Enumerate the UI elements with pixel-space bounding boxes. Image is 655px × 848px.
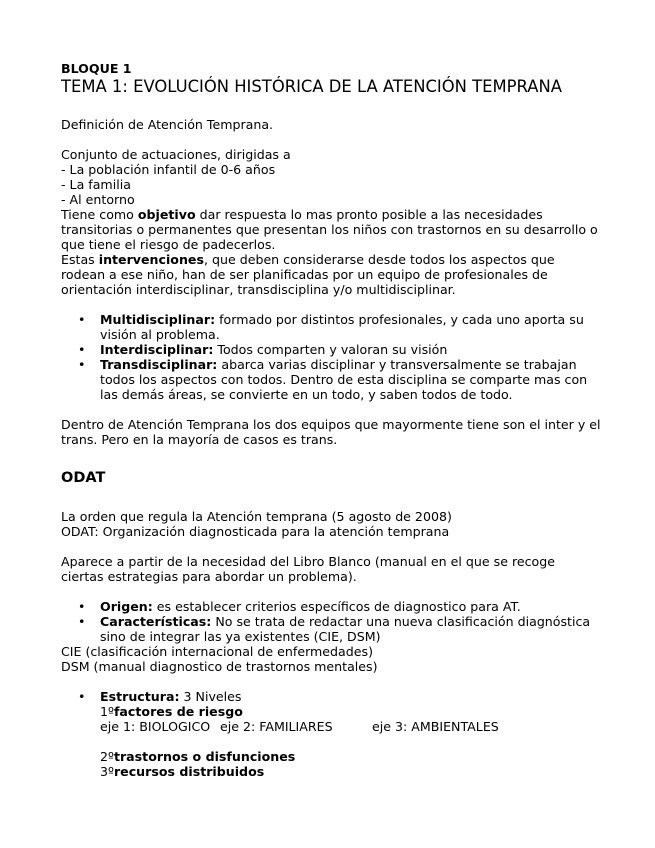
level-number: 3º	[100, 764, 114, 779]
text-span: No se trata de redactar una nueva clasificación diagnóstica sino de integrar las ya existentes (CIE, DSM)	[100, 614, 591, 644]
definicion-heading: Definición de Atención Temprana.	[61, 117, 274, 132]
level-title: recursos distribuidos	[113, 764, 265, 779]
level-title: factores de riesgo	[113, 704, 243, 719]
odat-heading: ODAT	[61, 470, 106, 486]
bold-term: objetivo	[137, 207, 196, 222]
text-span: Estas	[61, 252, 99, 267]
conjunto-item: - Al entorno	[61, 192, 135, 207]
disciplinas-list	[61, 312, 601, 402]
bold-term: Estructura:	[100, 689, 180, 704]
estructura-list	[61, 689, 601, 704]
list-item	[61, 689, 601, 704]
odat-definition: ODAT: Organización diagnosticada para la atención temprana	[61, 524, 450, 539]
odat-list	[61, 599, 601, 644]
text-span: 3 Niveles	[179, 689, 242, 704]
text-span: es establecer criterios específicos de diagnostico para AT.	[152, 599, 521, 614]
bold-term: Multidisciplinar:	[100, 312, 216, 327]
nivel-3	[61, 764, 601, 779]
objetivo-paragraph	[61, 207, 601, 252]
list-item	[61, 312, 601, 342]
intervenciones-paragraph	[61, 252, 601, 297]
document-page	[61, 58, 601, 779]
eje-label: eje 2: FAMILIARES	[220, 719, 333, 734]
equipos-paragraph: Dentro de Atención Temprana los dos equipos que mayormente tiene son el inter y el trans. Pero en la mayoría de casos es trans.	[61, 417, 601, 447]
list-item	[61, 357, 601, 402]
text-span: , que deben considerarse desde todos los aspectos que rodean a ese niño, han de ser planificadas por un equipo de profesionales de orientación interdisciplinar, transdisciplina y/o multidisciplinar.	[61, 252, 555, 297]
text-span: Tiene como	[61, 207, 138, 222]
text-span: formado por distintos profesionales, y cada uno aporta su visión al problema.	[100, 312, 584, 342]
level-title: trastornos o disfunciones	[113, 749, 296, 764]
bold-term: Interdisciplinar:	[100, 342, 214, 357]
eje-label: eje 1: BIOLOGICO	[100, 719, 211, 734]
odat-orden: La orden que regula la Atención temprana (5 agosto de 2008)	[61, 509, 452, 524]
cie-line: CIE (clasificación internacional de enfermedades)	[61, 644, 373, 659]
ejes-line	[61, 719, 601, 734]
level-number: 2º	[100, 749, 114, 764]
list-item	[61, 342, 601, 357]
page-title: TEMA 1: EVOLUCIÓN HISTÓRICA DE LA ATENCIÓN TEMPRANA	[61, 77, 562, 96]
bold-term: intervenciones	[98, 252, 204, 267]
odat-aparece: Aparece a partir de la necesidad del Libro Blanco (manual en el que se recoge ciertas estrategias para abordar un problema).	[61, 554, 555, 584]
text-span: dar respuesta lo mas pronto posible a las necesidades transitorias o permanentes que presentan los niños con trastornos en su desarrollo o que tiene el riesgo de padecerlos.	[61, 207, 598, 252]
list-item	[61, 614, 601, 644]
eje-label: eje 3: AMBIENTALES	[372, 719, 499, 734]
conjunto-item: - La población infantil de 0-6 años	[61, 162, 276, 177]
conjunto-intro: Conjunto de actuaciones, dirigidas a	[61, 147, 291, 162]
dsm-line: DSM (manual diagnostico de trastornos mentales)	[61, 659, 378, 674]
text-span: abarca varias disciplinar y transversalmente se trabajan todos los aspectos con todos. Dentro de esta disciplina se comparte mas con las demás áreas, se convierte en un todo, y saben todos de todo.	[100, 357, 588, 402]
bold-term: Transdisciplinar:	[100, 357, 218, 372]
bold-term: Origen:	[100, 599, 153, 614]
list-item	[61, 599, 601, 614]
bold-term: Características:	[100, 614, 212, 629]
conjunto-item: - La familia	[61, 177, 131, 192]
text-span: Todos comparten y valoran su visión	[213, 342, 448, 357]
nivel-2	[61, 749, 601, 764]
bloque-label: BLOQUE 1	[61, 61, 132, 76]
level-number: 1º	[100, 704, 114, 719]
nivel-1	[61, 704, 601, 719]
